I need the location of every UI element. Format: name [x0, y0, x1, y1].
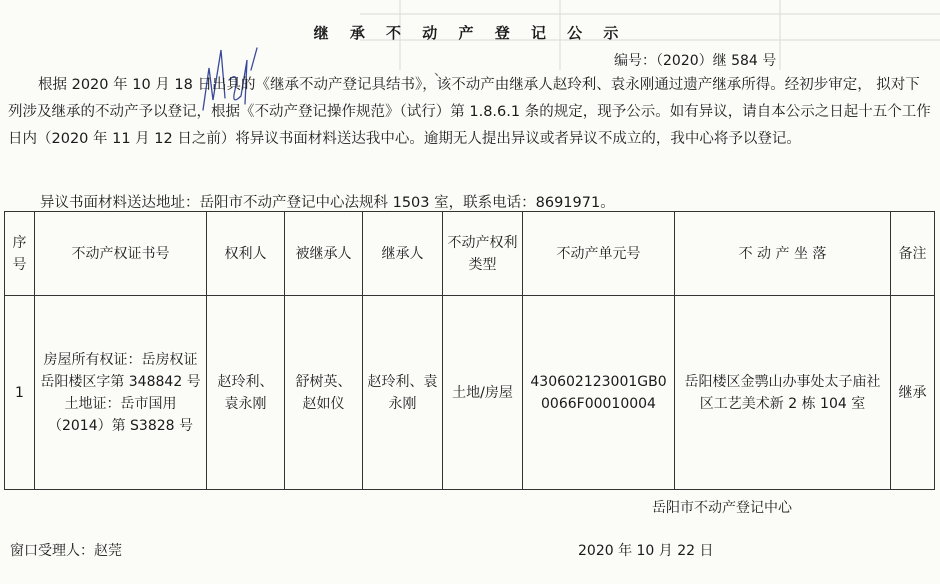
cell-holder: 赵玲利、袁永刚: [207, 296, 285, 490]
window-accepter: 窗口受理人：赵莞: [10, 543, 122, 559]
col-cert: 不动产权证书号: [35, 212, 207, 296]
col-remark: 备注: [891, 212, 935, 296]
cell-unit-no: 430602123001GB00066F00010004: [523, 296, 675, 490]
property-table: [4, 211, 935, 490]
col-location: 不 动 产 坐 落: [675, 212, 891, 296]
table-row: [5, 296, 935, 490]
cell-remark: 继承: [891, 296, 935, 490]
issue-date: 2020 年 10 月 22 日: [578, 543, 714, 559]
issuer-signature: 岳阳市不动产登记中心: [652, 500, 792, 516]
col-deceased: 被继承人: [285, 212, 363, 296]
col-index: 序号: [5, 212, 35, 296]
col-heir: 继承人: [363, 212, 443, 296]
col-right-type: 不动产权利类型: [443, 212, 523, 296]
objection-address: 异议书面材料送达地址：岳阳市不动产登记中心法规科 1503 室，联系电话：8691971。: [40, 195, 615, 211]
cell-location: 岳阳楼区金鹗山办事处太子庙社区工艺美术新 2 栋 104 室: [675, 296, 891, 490]
col-holder: 权利人: [207, 212, 285, 296]
cell-cert: 房屋所有权证：岳房权证岳阳楼区字第 348842 号 土地证：岳市国用（2014）第 S3828 号: [35, 296, 207, 490]
document-number: 编号：（2020）继 584 号: [614, 53, 777, 69]
doc-mark: 、: [434, 64, 448, 79]
notice-paragraph: 根据 2020 年 10 月 18 日出具的《继承不动产登记具结书》，该不动产由继承人赵玲利、袁永刚通过遗产继承所得。经初步审定， 拟对下列涉及继承的不动产予以登记，根据《不动产登记操作规范》（试行）第 1.8.6.1 条的规定，现予公示。如有异议，请自本公示之日起十五个工作日内（2020 年 11 月 12 日之前）将异议书面材料送达我中心。逾期无人提出异议或者异议不成立的，我中心将予以登记。: [8, 77, 931, 147]
table-header-row: [5, 212, 935, 296]
page-title: 继 承 不 动 产 登 记 公 示: [313, 24, 627, 42]
col-unit-no: 不动产单元号: [523, 212, 675, 296]
cell-right-type: 土地/房屋: [443, 296, 523, 490]
cell-heir: 赵玲利、袁永刚: [363, 296, 443, 490]
cell-deceased: 舒树英、赵如仪: [285, 296, 363, 490]
cell-index: 1: [5, 296, 35, 490]
